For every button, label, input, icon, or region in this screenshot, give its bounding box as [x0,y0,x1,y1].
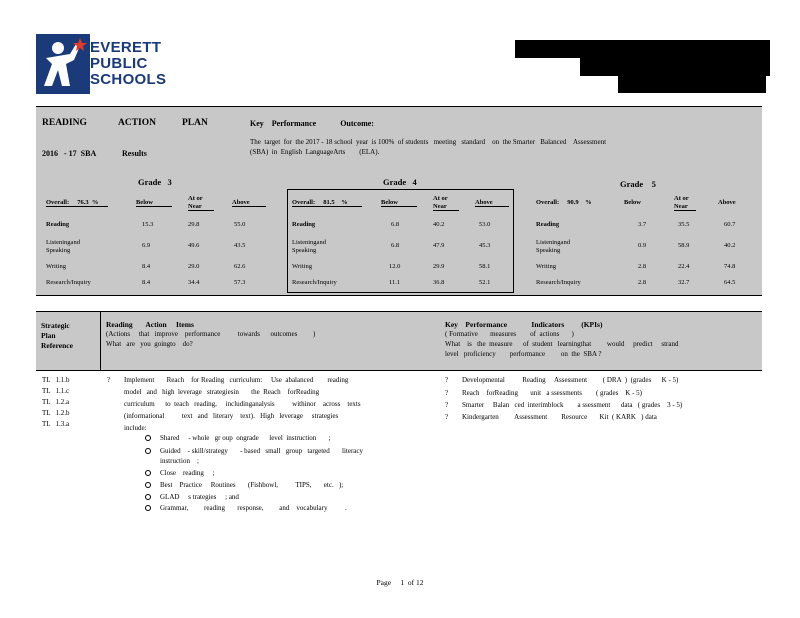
action-items-title: Reading Action Items [106,320,194,329]
col-near: Near [188,203,214,211]
row-label: Listeningand Speaking [536,239,570,254]
strategic-label: Strategic [41,321,70,330]
logo-figure-icon [36,34,90,94]
redacted-block [580,58,770,76]
grade-title: Grade 5 [620,179,656,189]
reference-label: Reference [41,341,73,350]
kpo-text-line-2: (SBA) in English LanguageArts (ELA). [250,148,380,156]
reference-item: TL 1.3.a [42,420,70,428]
kpi-title: Key Performance Indicators (KPIs) [445,320,603,329]
row-above: 52.1 [479,279,491,286]
sub-item-cont: instruction ; [160,457,199,465]
grade-5-table [532,177,758,289]
sub-item: Grammar, reading response, and vocabulary . [160,504,347,512]
grade-3-table [42,177,262,289]
kpi-sub-2: What is the measure of student learningthat would predict strand [445,340,679,348]
row-label: Reading [292,221,316,228]
row-above: 40.2 [724,242,736,249]
row-label: Reading [536,221,560,228]
sub-item: Shared - whole gr oup ongrade level instruction ; [160,434,331,442]
title-plan: PLAN [182,118,208,128]
row-below: 15.3 [142,221,154,228]
overall-pct: % [341,199,348,206]
overall-value: 81.5 [323,199,335,206]
row-near: 22.4 [678,263,690,270]
overall-cell [292,199,362,207]
redacted-block [618,76,766,93]
overall-value: 76.3 [77,199,89,206]
everett-public-schools-logo [36,34,181,94]
kpi-sub-1: ( Formative measures of actions ) [445,330,574,338]
circle-bullet-icon [145,505,151,511]
col-near: Near [433,203,459,211]
kpo-text-line-1: The target for the 2017 - 18 school year is 100% of students meeting standard on the Smarter Balanced Assessment [250,138,607,146]
results-label: Results [122,149,147,158]
kpi-marker: ? [445,389,449,397]
overall-cell [46,199,108,207]
grade-4-table [287,177,512,289]
kpi-item: Reach forReading unit a ssessments ( grades K - 5) [462,389,643,397]
row-below: 6.9 [142,242,151,249]
col-above: Above [718,199,736,206]
plan-label: Plan [41,331,56,340]
circle-bullet-icon [145,435,151,441]
action-marker: ? [107,376,111,384]
row-near: 58.9 [678,242,690,249]
row-above: 62.6 [234,263,246,270]
overall-label: Overall: [46,199,70,206]
row-near: 40.2 [433,221,445,228]
action-plan-header [36,311,762,371]
col-at-or: At or [433,195,448,202]
row-above: 55.0 [234,221,246,228]
sub-item: Close reading ; [160,469,215,477]
reference-item: TL 1.1.c [42,387,70,395]
row-above: 45.3 [479,242,491,249]
circle-bullet-icon [145,494,151,500]
overall-pct: % [91,199,99,206]
action-line: model and high leverage strategiesin the Reach forReading [124,388,320,396]
kpi-marker: ? [445,376,449,384]
row-label: Listeningand Speaking [292,239,326,254]
circle-bullet-icon [145,448,151,454]
row-below: 8.4 [142,279,151,286]
kpi-marker: ? [445,401,449,409]
row-label: Writing [46,263,66,270]
kpi-item: Smarter Balan ced interimblock a ssessment data ( grades 3 - 5) [462,401,683,409]
title-action: ACTION [118,118,157,128]
circle-bullet-icon [145,482,151,488]
logo-line-2: PUBLIC [90,55,148,72]
row-near: 35.5 [678,221,690,228]
row-below: 6.8 [391,221,400,228]
kpi-marker: ? [445,413,449,421]
logo-line-3: SCHOOLS [90,71,167,88]
row-label: Research/Inquiry [292,279,337,286]
col-above: Above [475,199,509,207]
col-near: Near [674,203,696,211]
row-above: 43.5 [234,242,246,249]
year-label: 2016 - 17 SBA [42,149,97,158]
column-divider [100,312,101,370]
logo-line-1: EVERETT [90,39,162,56]
sub-item: Best Practice Routines (Fishbowl, TIPS, etc. ); [160,481,344,489]
row-label: Writing [536,263,556,270]
row-above: 60.7 [724,221,736,228]
redacted-block [515,40,770,58]
row-above: 64.5 [724,279,736,286]
page-number: Page 1 of 12 [376,578,424,587]
overall-value: 90.9 [567,199,579,206]
row-near: 34.4 [188,279,200,286]
kpi-sub-3: level proficiency performance on the SBA ? [445,350,602,358]
action-items-sub-2: What are you goingto do? [106,340,193,348]
row-near: 32.7 [678,279,690,286]
row-label: Research/Inquiry [536,279,581,286]
sub-item: GLAD s trategies ; and [160,493,239,501]
row-near: 47.9 [433,242,445,249]
row-label: Writing [292,263,312,270]
row-above: 57.3 [234,279,246,286]
row-near: 49.6 [188,242,200,249]
circle-bullet-icon [145,470,151,476]
action-line: Implement Reach for Reading curriculum: Use abalanced reading [124,376,349,384]
col-below: Below [136,199,172,207]
row-above: 53.0 [479,221,491,228]
row-label: Research/Inquiry [46,279,91,286]
reference-item: TL 1.2.b [42,409,70,417]
row-below: 0.9 [638,242,647,249]
sub-item: Guided - skill/strategy - based small group targeted literacy [160,447,364,455]
row-below: 8.4 [142,263,151,270]
kpo-label: Key Performance Outcome: [250,119,374,128]
row-label: Reading [46,221,70,228]
col-above: Above [232,199,266,207]
col-at-or: At or [188,195,203,202]
row-below: 12.0 [389,263,401,270]
row-below: 2.8 [638,263,647,270]
row-near: 29.9 [433,263,445,270]
action-line: curriculum to teach reading, includinganalysis withinor across texts [124,400,361,408]
row-below: 2.8 [638,279,647,286]
row-near: 29.0 [188,263,200,270]
action-line: include: [124,424,147,432]
row-label: Listeningand Speaking [46,239,80,254]
title-reading: READING [42,118,87,128]
col-at-or: At or [674,195,689,202]
row-near: 29.8 [188,221,200,228]
action-line: (informational text and literary text). High leverage strategies [124,412,339,420]
reference-item: TL 1.2.a [42,398,70,406]
row-below: 11.1 [389,279,401,286]
kpi-item: Developmental Reading Assessment ( DRA ) (grades K - 5) [462,376,679,384]
overall-pct: % [585,199,592,206]
overall-label: Overall: [536,199,560,206]
results-summary-panel [36,106,762,296]
kpi-item: Kindergarten Assessment Resource Kit ( KARK ) data [462,413,657,421]
overall-cell [536,199,592,206]
row-below: 3.7 [638,221,647,228]
row-above: 58.1 [479,263,491,270]
row-near: 36.8 [433,279,445,286]
row-below: 6.8 [391,242,400,249]
grade-title: Grade 4 [383,177,417,187]
reference-item: TL 1.1.b [42,376,70,384]
grade-title: Grade 3 [138,177,172,187]
overall-label: Overall: [292,199,316,206]
col-below: Below [381,199,417,207]
col-below: Below [624,199,641,206]
row-above: 74.8 [724,263,736,270]
action-items-sub-1: (Actions that improve performance towards outcomes ) [106,330,316,338]
